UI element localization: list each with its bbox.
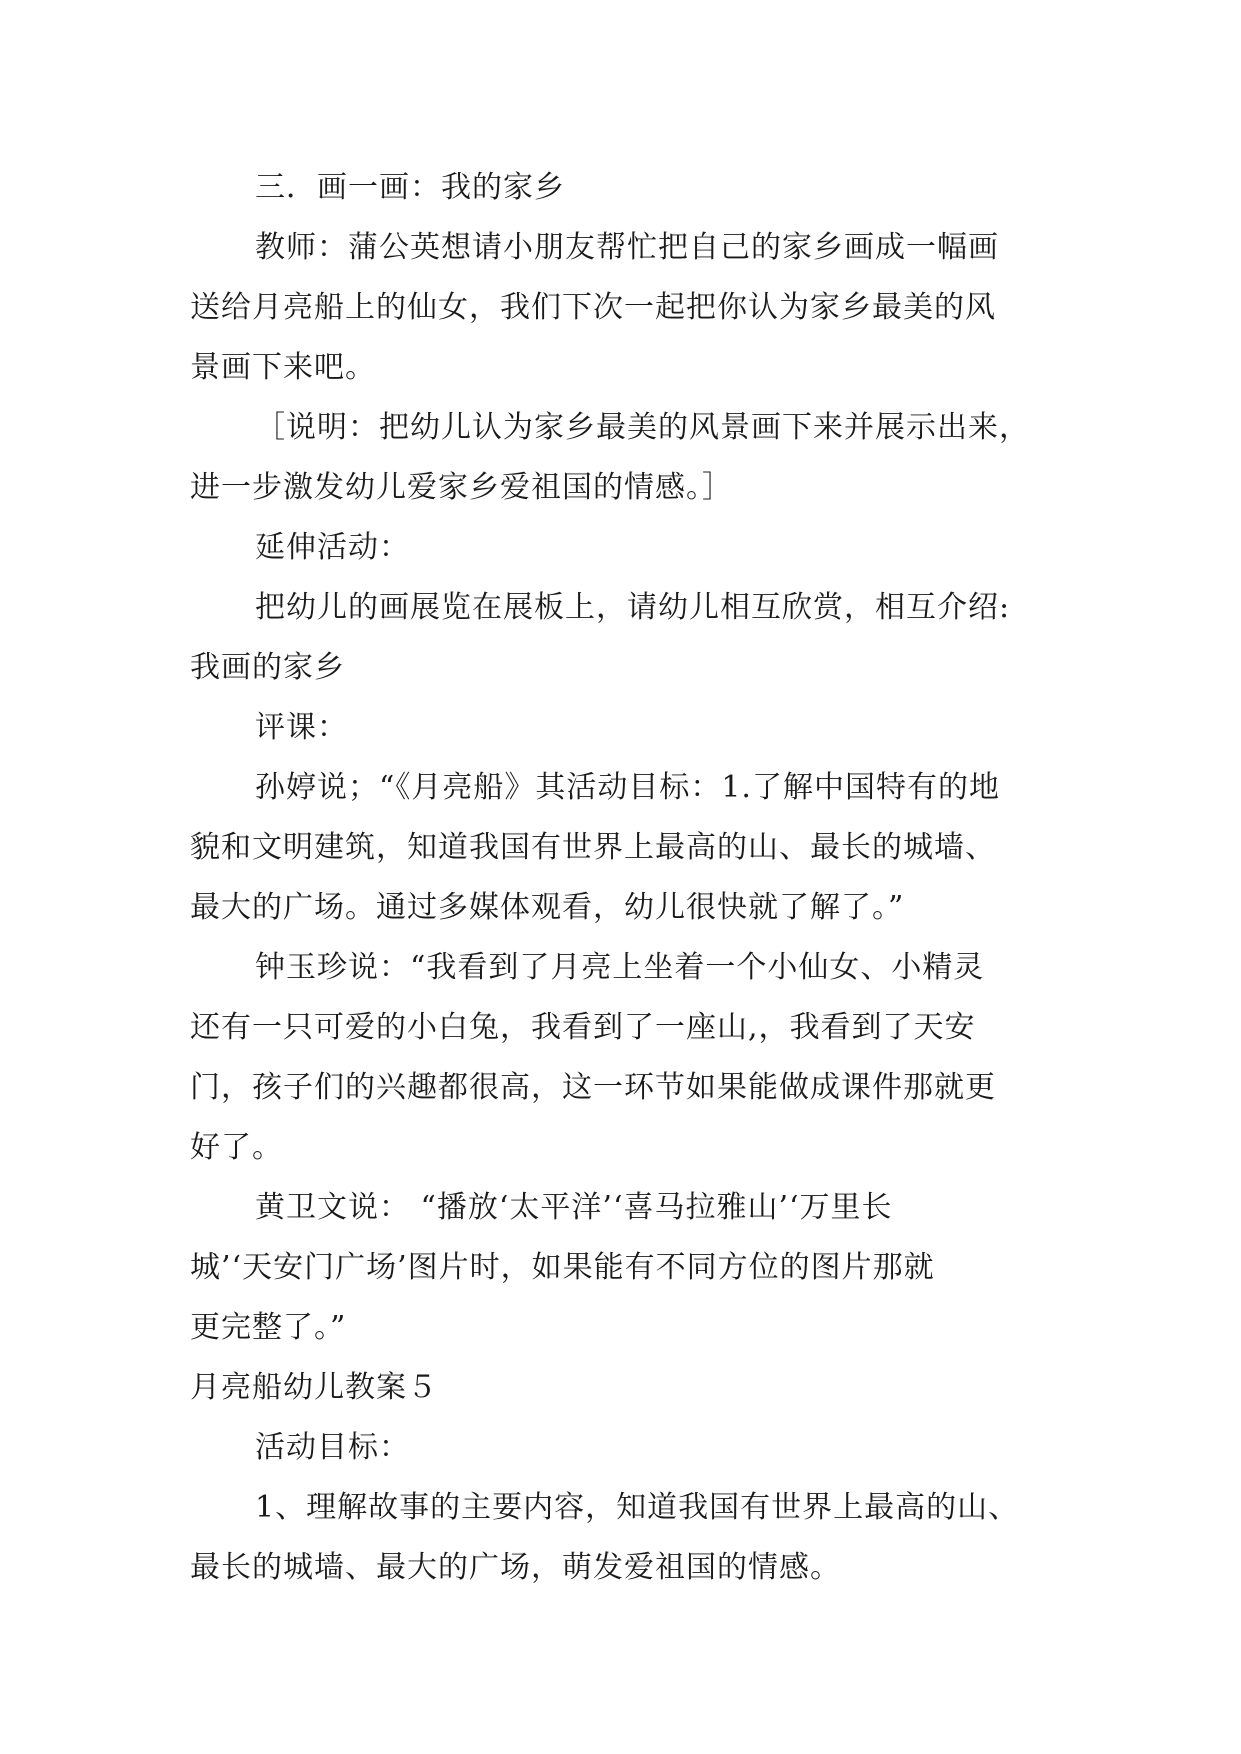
paragraph-line: 把幼儿的画展览在展板上，请幼儿相互欣赏，相互介绍: <box>255 590 1011 625</box>
review-line: 孙婷说；“《月亮船》其活动目标：1.了解中国特有的地 <box>255 770 1000 805</box>
section-heading-draw: 三．画一画：我的家乡 <box>255 170 565 205</box>
note-line: 进一步激发幼儿爱家乡爱祖国的情感。］ <box>190 470 733 505</box>
review-line: 钟玉珍说：“我看到了月亮上坐着一个小仙女、小精灵 <box>255 950 985 985</box>
note-line: ［说明：把幼儿认为家乡最美的风景画下来并展示出来， <box>255 410 1030 445</box>
review-line: 门，孩子们的兴趣都很高，这一环节如果能做成课件那就更 <box>190 1070 996 1105</box>
paragraph-line: 教师：蒲公英想请小朋友帮忙把自己的家乡画成一幅画 <box>255 230 999 265</box>
review-line: 貌和文明建筑，知道我国有世界上最高的山、最长的城墙、 <box>190 830 996 865</box>
lesson-plan-title: 月亮船幼儿教案５ <box>190 1370 438 1405</box>
objective-line: 最长的城墙、最大的广场，萌发爱祖国的情感。 <box>190 1550 841 1585</box>
section-heading-objectives: 活动目标： <box>255 1430 410 1465</box>
section-heading-review: 评课： <box>255 710 348 745</box>
review-line: 更完整了。” <box>190 1310 347 1345</box>
paragraph-line: 送给月亮船上的仙女，我们下次一起把你认为家乡最美的风 <box>190 290 996 325</box>
review-line: 黄卫文说： “播放‘太平洋’‘喜马拉雅山’‘万里长 <box>255 1190 893 1225</box>
review-line: 最大的广场。通过多媒体观看，幼儿很快就了解了。” <box>190 890 905 925</box>
review-line: 还有一只可爱的小白兔，我看到了一座山,，我看到了天安 <box>190 1010 976 1045</box>
objective-line: 1、理解故事的主要内容，知道我国有世界上最高的山、 <box>255 1490 1020 1525</box>
paragraph-line: 我画的家乡 <box>190 650 345 685</box>
review-line: 好了。 <box>190 1130 283 1165</box>
paragraph-line: 景画下来吧。 <box>190 350 376 385</box>
section-heading-extension: 延伸活动： <box>255 530 410 565</box>
review-line: 城’‘天安门广场’图片时，如果能有不同方位的图片那就 <box>190 1250 935 1285</box>
